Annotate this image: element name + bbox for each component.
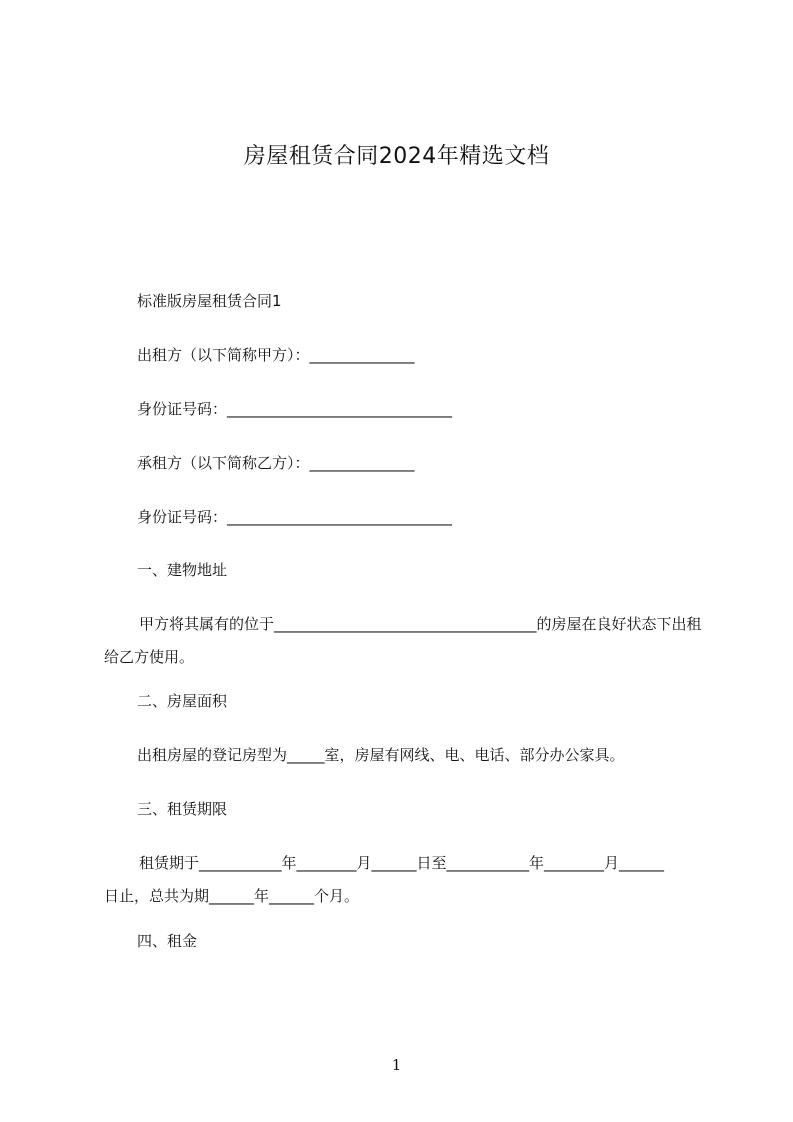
section-text-address <box>104 613 704 668</box>
lessor-line: 出租方（以下简称甲方）：______________ <box>137 346 415 364</box>
section-text-area: 出租房屋的登记房型为_____室，房屋有网线、电、电话、部分办公家具。 <box>137 746 625 764</box>
term-text-line-1: 租赁期于___________年________月______日至___________年________月______ <box>139 854 665 872</box>
address-text-line-1: 甲方将其属有的位于___________________________________的房屋在良好状态下出租 <box>139 615 702 633</box>
lessee-line: 承租方（以下简称乙方）：______________ <box>137 454 415 472</box>
lessee-id-line: 身份证号码：______________________________ <box>137 508 453 526</box>
section-text-term <box>104 852 704 907</box>
section-heading-area: 二、房屋面积 <box>137 692 228 710</box>
section-heading-rent: 四、租金 <box>137 932 198 950</box>
document-title: 房屋租赁合同2024年精选文档 <box>243 144 550 169</box>
section-heading-address: 一、建物地址 <box>137 561 228 579</box>
contract-subtitle: 标准版房屋租赁合同1 <box>137 292 282 310</box>
address-text-line-2: 给乙方使用。 <box>104 648 195 666</box>
term-text-line-2: 日止，总共为期______年______个月。 <box>104 887 360 905</box>
page-number: 1 <box>391 1056 402 1074</box>
lessor-id-line: 身份证号码：______________________________ <box>137 400 453 418</box>
section-heading-term: 三、租赁期限 <box>137 800 228 818</box>
